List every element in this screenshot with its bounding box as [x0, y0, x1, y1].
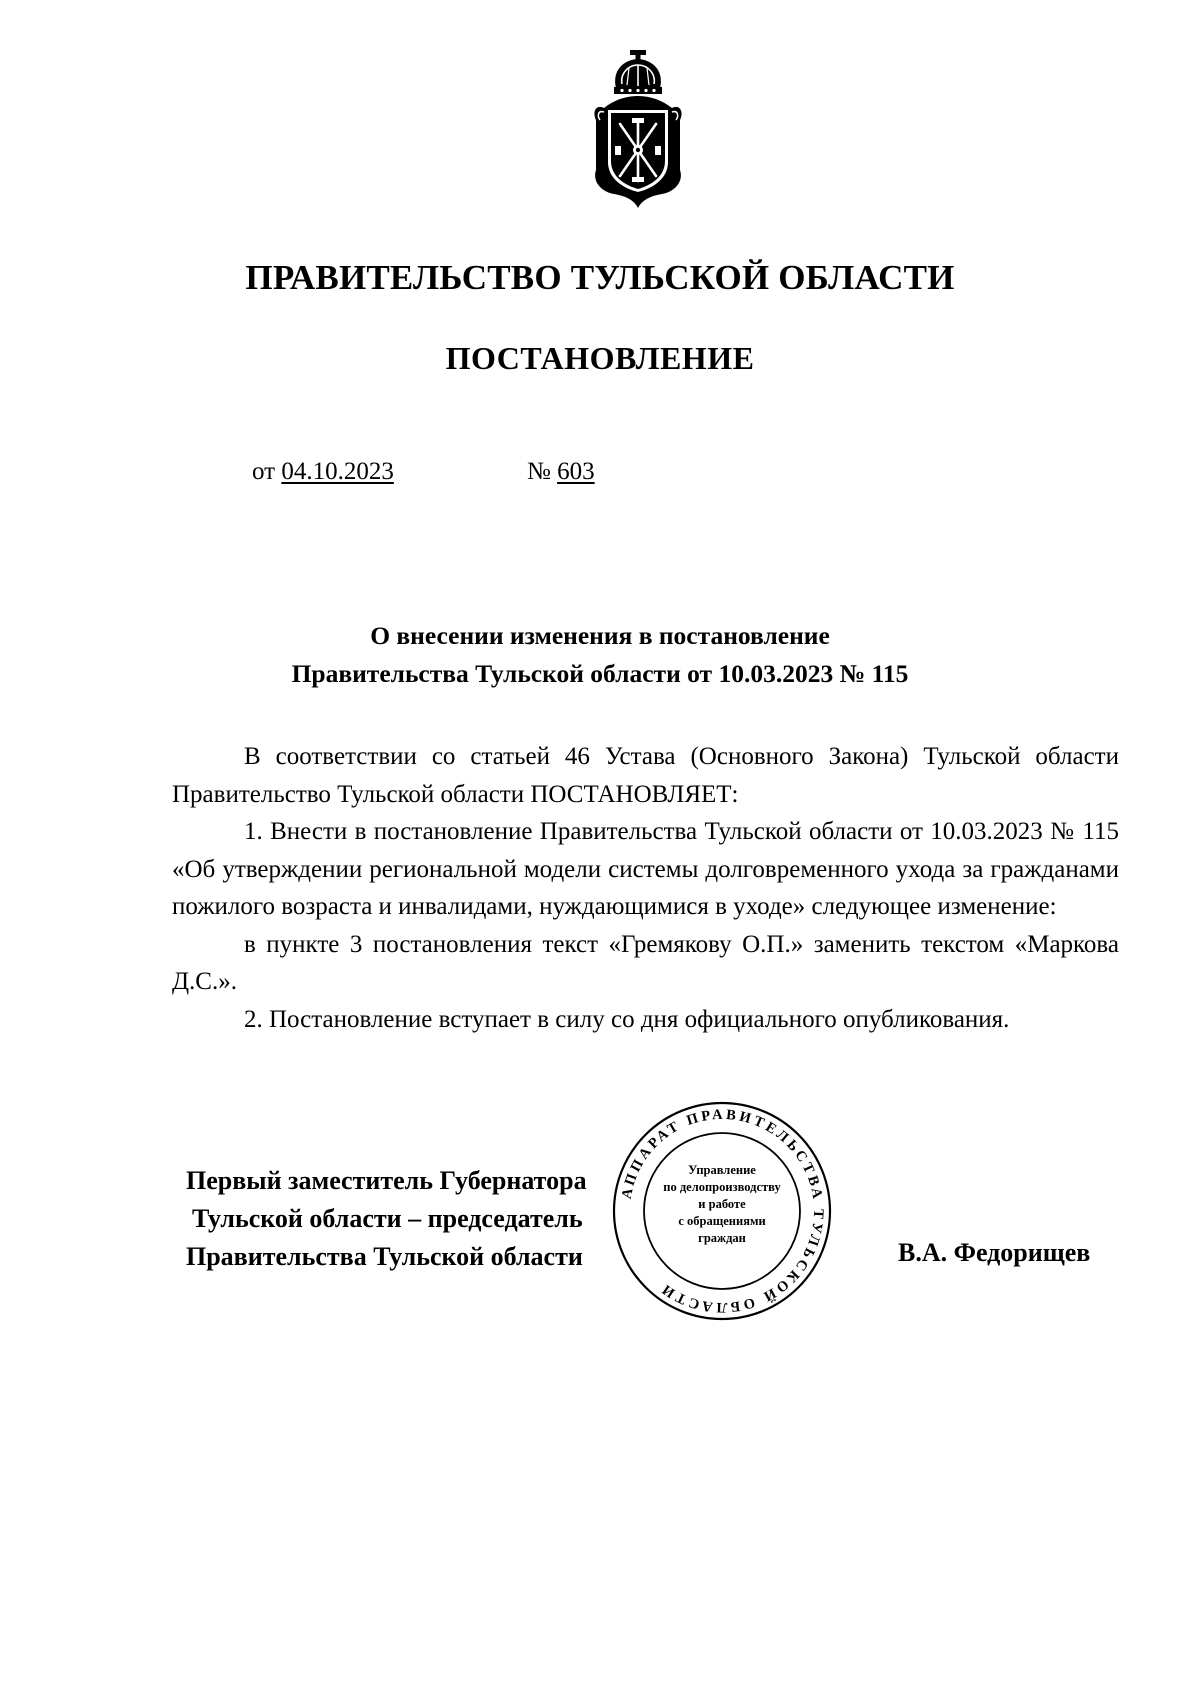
crown-icon [614, 50, 662, 94]
signer-name: В.А. Федорищев [898, 1238, 1091, 1267]
stamp-line-3: и работе [698, 1197, 746, 1211]
official-stamp [611, 1100, 833, 1322]
body-paragraph-4: 2. Постановление вступает в силу со дня официального опубликования. [244, 1005, 1010, 1033]
signer-position-line-1: Первый заместитель Губернатора [186, 1166, 587, 1195]
number-prefix: № [527, 458, 551, 485]
document-body [172, 738, 1119, 1038]
coat-of-arms-emblem [582, 50, 694, 210]
subject-line-2: Правительства Тульской области от 10.03.2023 № 115 [291, 659, 909, 688]
stamp-ring-text: АППАРАТ ПРАВИТЕЛЬСТВА ТУЛЬСКОЙ ОБЛАСТИ [618, 1106, 827, 1316]
document-type-title: ПОСТАНОВЛЕНИЕ [445, 340, 755, 376]
document-date: 04.10.2023 [281, 458, 394, 485]
stamp-line-2: по делопроизводству [663, 1180, 781, 1194]
date-prefix: от [252, 458, 276, 485]
stamp-inner-text [648, 1162, 796, 1247]
government-title: ПРАВИТЕЛЬСТВО ТУЛЬСКОЙ ОБЛАСТИ [245, 258, 955, 297]
body-paragraph-2: 1. Внести в постановление Правительства Тульской области от 10.03.2023 № 115 «Об утверждении региональной модели системы долговременного ухода за гражданами пожилого возраста и инвалидами, нуждающимися в уходе» следующее изменение: [172, 818, 1119, 920]
stamp-line-4: с обращениями [678, 1214, 766, 1228]
stamp-line-5: граждан [698, 1231, 746, 1245]
date-number-row [252, 458, 595, 486]
document-subject [0, 617, 1200, 693]
document-number: 603 [557, 458, 595, 485]
signer-position-line-3: Правительства Тульской области [186, 1242, 583, 1271]
body-paragraph-3: в пункте 3 постановления текст «Гремякову О.П.» заменить текстом «Маркова Д.С.». [172, 930, 1119, 995]
subject-line-1: О внесении изменения в постановление [370, 621, 830, 650]
signer-position [186, 1162, 587, 1276]
stamp-line-1: Управление [688, 1163, 756, 1177]
body-paragraph-1: В соответствии со статьей 46 Устава (Основного Закона) Тульской области Правительство Тульской области ПОСТАНОВЛЯЕТ: [172, 743, 1119, 808]
signer-position-line-2: Тульской области – председатель [192, 1204, 583, 1233]
